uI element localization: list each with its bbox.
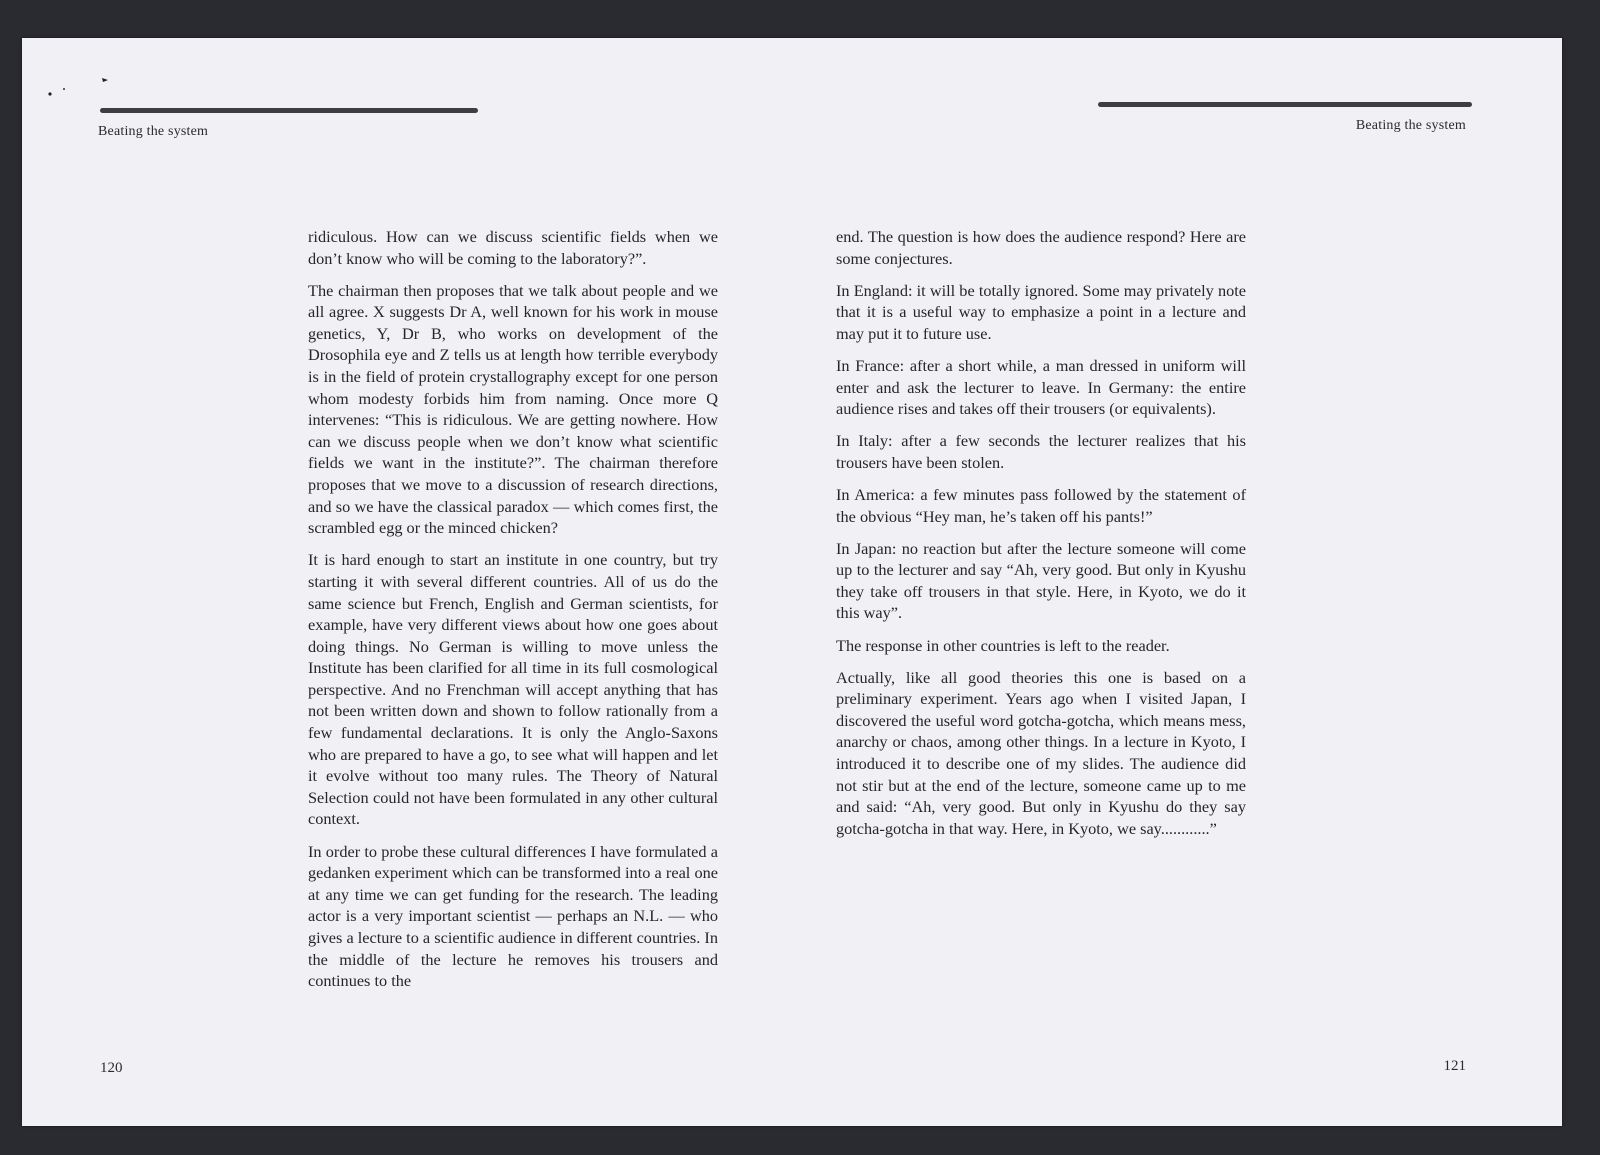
paragraph: ridiculous. How can we discuss scientific fields when we don’t know who will be coming to the laboratory?”. (308, 227, 718, 268)
running-head-left: Beating the system (98, 124, 209, 139)
paragraph: In France: after a short while, a man dressed in uniform will enter and ask the lecturer to leave. In Germany: the entire audience rises and takes off their trousers (or equivalents). (836, 355, 1246, 419)
page-number-left: 120 (100, 1060, 123, 1076)
running-head-right: Beating the system (1355, 118, 1466, 133)
page-number-right: 121 (1443, 1058, 1466, 1074)
paragraph: The response in other countries is left to the reader. (836, 635, 1170, 655)
header-rule-left (100, 108, 478, 113)
header-rule-right (1098, 102, 1472, 107)
paragraph: The chairman then proposes that we talk about people and we all agree. X suggests Dr A, well known for his work in mouse genetics, Y, Dr B, who works on development of the Drosophila eye and Z tells us at length how terrible everybody is in the field of protein crystallography except for one person whom modesty forbids him from naming. Once more Q intervenes: “This is ridiculous. We are getting nowhere. How can we discuss people when we don’t know what scientific fields we want in the institute?”. The chairman therefore proposes that we move to a discussion of research directions, and so we have the classical paradox — which comes first, the scrambled egg or the minced chicken? (308, 280, 718, 538)
paragraph: In Japan: no reaction but after the lecture someone will come up to the lecturer and say “Ah, very good. But only in Kyushu they take off trousers in that style. Here, in Kyoto, we do it this way”. (836, 538, 1246, 623)
left-page-body (308, 226, 718, 1002)
paragraph: In order to probe these cultural differences I have formulated a gedanken experiment which can be transformed into a real one at any time we can get funding for the research. The leading actor is a very important scientist — perhaps an N.L. — who gives a lecture to a scientific audience in different countries. In the middle of the lecture he removes his trousers and continues to the (308, 841, 718, 991)
paragraph: In Italy: after a few seconds the lecturer realizes that his trousers have been stolen. (836, 431, 1246, 472)
paragraph: It is hard enough to start an institute in one country, but try starting it with several different countries. All of us do the same science but French, English and German scientists, for example, have very different views about how one goes about doing things. No German is willing to move unless the Institute has been clarified for all time in its full cosmological perspective. And no Frenchman will accept anything that has not been written down and shown to follow rationally from a few fundamental declarations. It is only the Anglo-Saxons who are prepared to have a go, to see what will happen and let it evolve without too many rules. The Theory of Natural Selection could not have been formulated in any other cultural context. (308, 550, 718, 829)
paragraph: In America: a few minutes pass followed by the statement of the obvious “Hey man, he’s taken off his pants!” (836, 484, 1246, 526)
right-page-body (836, 226, 1246, 850)
ink-specks (46, 76, 116, 106)
paragraph: In England: it will be totally ignored. Some may privately note that it is a useful way to emphasize a point in a lecture and may put it to future use. (836, 280, 1246, 343)
paragraph: end. The question is how does the audience respond? Here are some conjectures. (836, 227, 1246, 268)
book-spread (22, 38, 1562, 1126)
paragraph: Actually, like all good theories this one is based on a preliminary experiment. Years ago when I visited Japan, I discovered the useful word gotcha-gotcha, which means mess, anarchy or chaos, among other things. In a lecture in Kyoto, I introduced it to describe one of my slides. The audience did not stir but at the end of the lecture, someone came up to me and said: “Ah, very good. But only in Kyushu do they say gotcha-gotcha in that way. Here, in Kyoto, we say............” (836, 667, 1246, 838)
